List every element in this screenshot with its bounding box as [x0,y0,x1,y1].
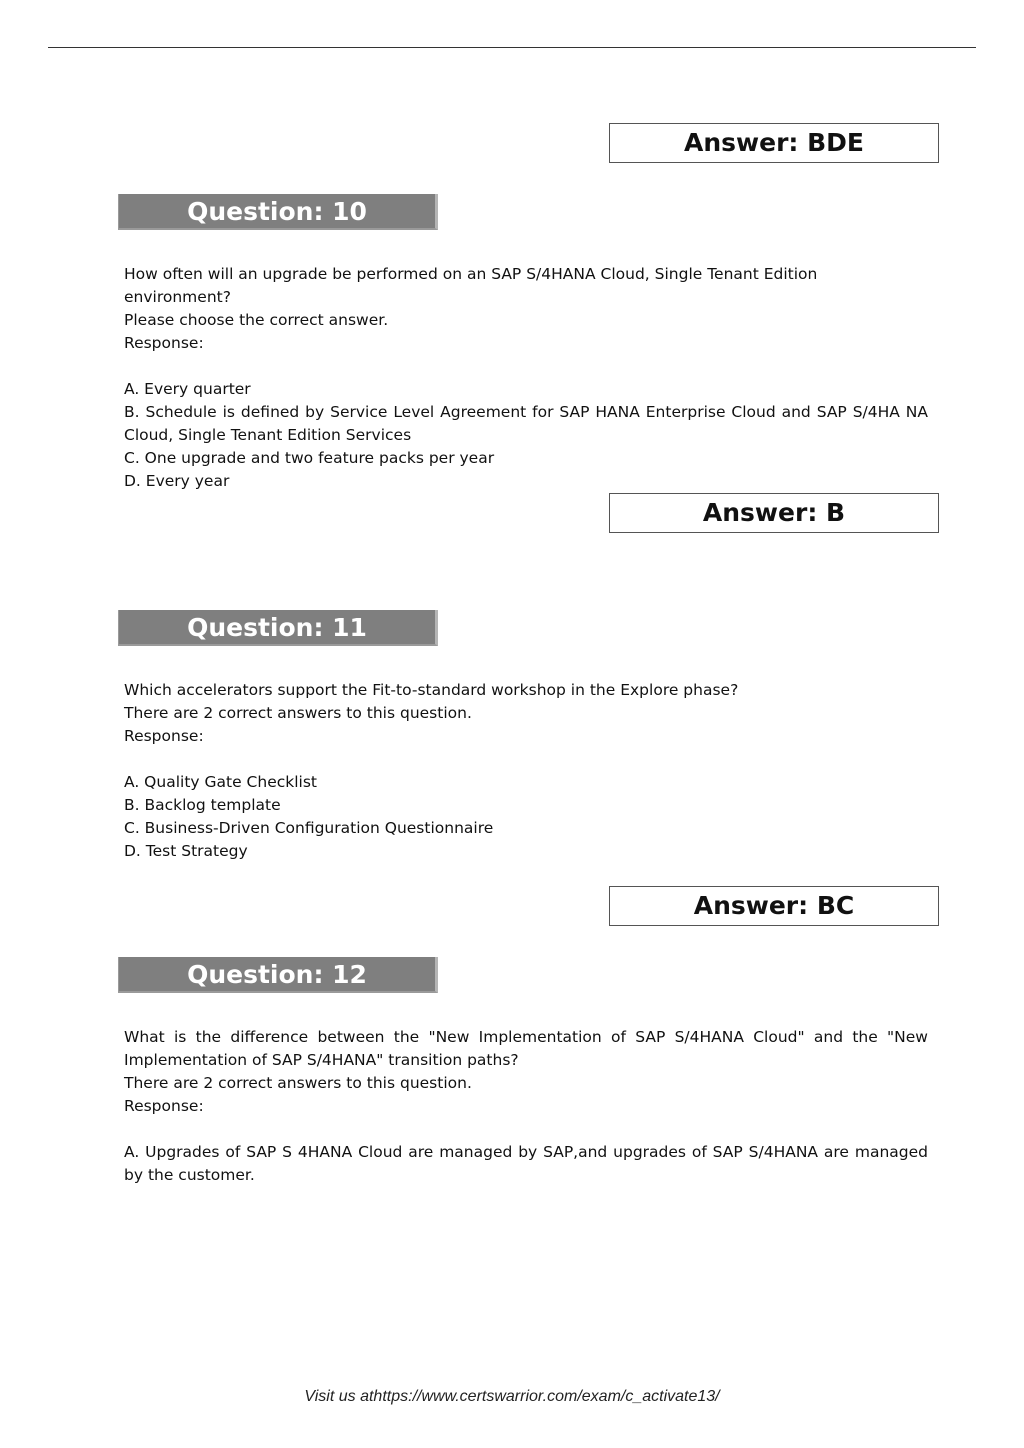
answer-label: Answer: B [702,498,846,527]
question-title: Question: 12 [187,960,367,989]
answer-box-previous [609,123,939,163]
option-d: D. Every year [124,472,230,490]
question-instruction: Please choose the correct answer. [124,311,389,329]
question-heading-12 [118,957,438,993]
header-rule [48,47,976,48]
question-title: Question: 10 [187,197,367,226]
response-label: Response: [124,727,204,745]
question-heading-11 [118,610,438,646]
question-body-10 [124,263,928,493]
response-label: Response: [124,334,204,352]
option-b: B. Schedule is defined by Service Level Agreement for SAP HANA Enterprise Cloud and SAP S/4HA NA Cloud, Single Tenant Edition Services [124,403,928,444]
option-c: C. One upgrade and two feature packs per year [124,449,495,467]
answer-box-11 [609,886,939,926]
question-body-11 [124,679,928,863]
option-c: C. Business-Driven Configuration Questionnaire [124,819,494,837]
response-label: Response: [124,1097,204,1115]
question-instruction: There are 2 correct answers to this question. [124,1074,472,1092]
answer-box-10 [609,493,939,533]
option-a: A. Quality Gate Checklist [124,773,317,791]
question-text: How often will an upgrade be performed on an SAP S/4HANA Cloud, Single Tenant Edition environment? [124,265,818,306]
question-heading-10 [118,194,438,230]
question-instruction: There are 2 correct answers to this question. [124,704,472,722]
option-a: A. Every quarter [124,380,251,398]
question-body-12 [124,1026,928,1187]
answer-label: Answer: BDE [684,128,864,157]
footer-link[interactable]: Visit us athttps://www.certswarrior.com/exam/c_activate13/ [304,1388,720,1405]
question-text: Which accelerators support the Fit-to-standard workshop in the Explore phase? [124,681,739,699]
option-d: D. Test Strategy [124,842,248,860]
question-text: What is the difference between the "New Implementation of SAP S/4HANA Cloud" and the "New Implementation of SAP S/4HANA" transition paths? [124,1028,928,1069]
question-title: Question: 11 [187,613,367,642]
option-b: B. Backlog template [124,796,281,814]
option-a: A. Upgrades of SAP S 4HANA Cloud are managed by SAP,and upgrades of SAP S/4HANA are managed by the customer. [124,1143,928,1184]
answer-label: Answer: BC [693,891,855,920]
